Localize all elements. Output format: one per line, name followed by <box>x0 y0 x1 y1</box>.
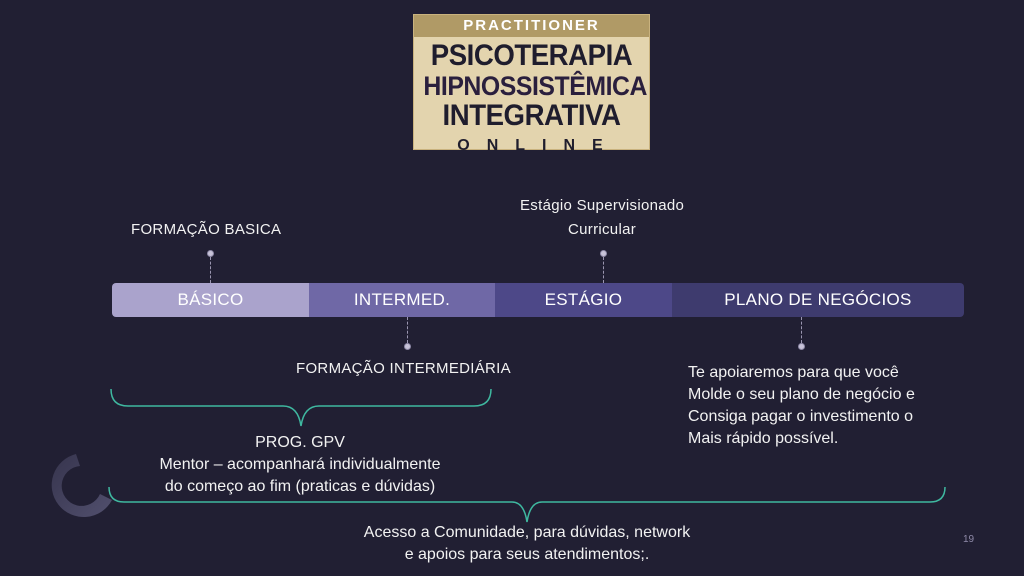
timeline-bar <box>112 283 964 317</box>
segment-intermed: INTERMED. <box>309 283 495 317</box>
label-formacao-intermediaria: FORMAÇÃO INTERMEDIÁRIA <box>296 360 511 377</box>
segment-plano-negocios: PLANO DE NEGÓCIOS <box>672 283 964 317</box>
marker-dot-plan <box>798 343 805 350</box>
label-estagio-line1: Estágio Supervisionado <box>520 197 685 214</box>
label-formacao-basica: FORMAÇÃO BASICA <box>131 221 282 238</box>
segment-basico: BÁSICO <box>112 283 309 317</box>
logo-line-1: PSICOTERAPIA <box>430 39 633 72</box>
marker-dot-intermediate <box>404 343 411 350</box>
gpv-text-line: Mentor – acompanhará individualmente <box>159 456 441 473</box>
plan-text-line: Te apoiaremos para que você <box>688 364 899 381</box>
page-number: 19 <box>963 534 975 545</box>
plan-text-line: Consiga pagar o investimento o <box>688 408 914 425</box>
community-text-line: Acesso a Comunidade, para dúvidas, network <box>363 524 691 541</box>
gpv-text-line: do começo ao fim (praticas e dúvidas) <box>164 478 436 495</box>
connector-plan <box>801 317 802 343</box>
label-estagio-line2: Curricular <box>568 221 637 238</box>
logo-line-3: INTEGRATIVA <box>442 99 621 132</box>
marker-dot-stage <box>600 250 607 257</box>
connector-basic <box>210 257 211 283</box>
plan-text-line: Molde o seu plano de negócio e <box>688 386 915 403</box>
plan-description <box>688 362 915 450</box>
plan-text-line: Mais rápido possível. <box>688 430 839 447</box>
connector-intermediate <box>407 317 408 343</box>
marker-dot-basic <box>207 250 214 257</box>
logo-line-2: HIPNOSSISTÊMICA <box>423 71 647 101</box>
logo-online: ONLINE <box>457 137 620 154</box>
brace-basic-intermediate <box>108 386 494 432</box>
course-logo <box>413 14 650 154</box>
community-description <box>320 522 734 566</box>
connector-stage <box>603 257 604 283</box>
logo-practitioner: PRACTITIONER <box>414 15 649 37</box>
segment-estagio: ESTÁGIO <box>495 283 672 317</box>
community-text-line: e apoios para seus atendimentos;. <box>404 546 650 563</box>
gpv-title: PROG. GPV <box>255 434 345 451</box>
